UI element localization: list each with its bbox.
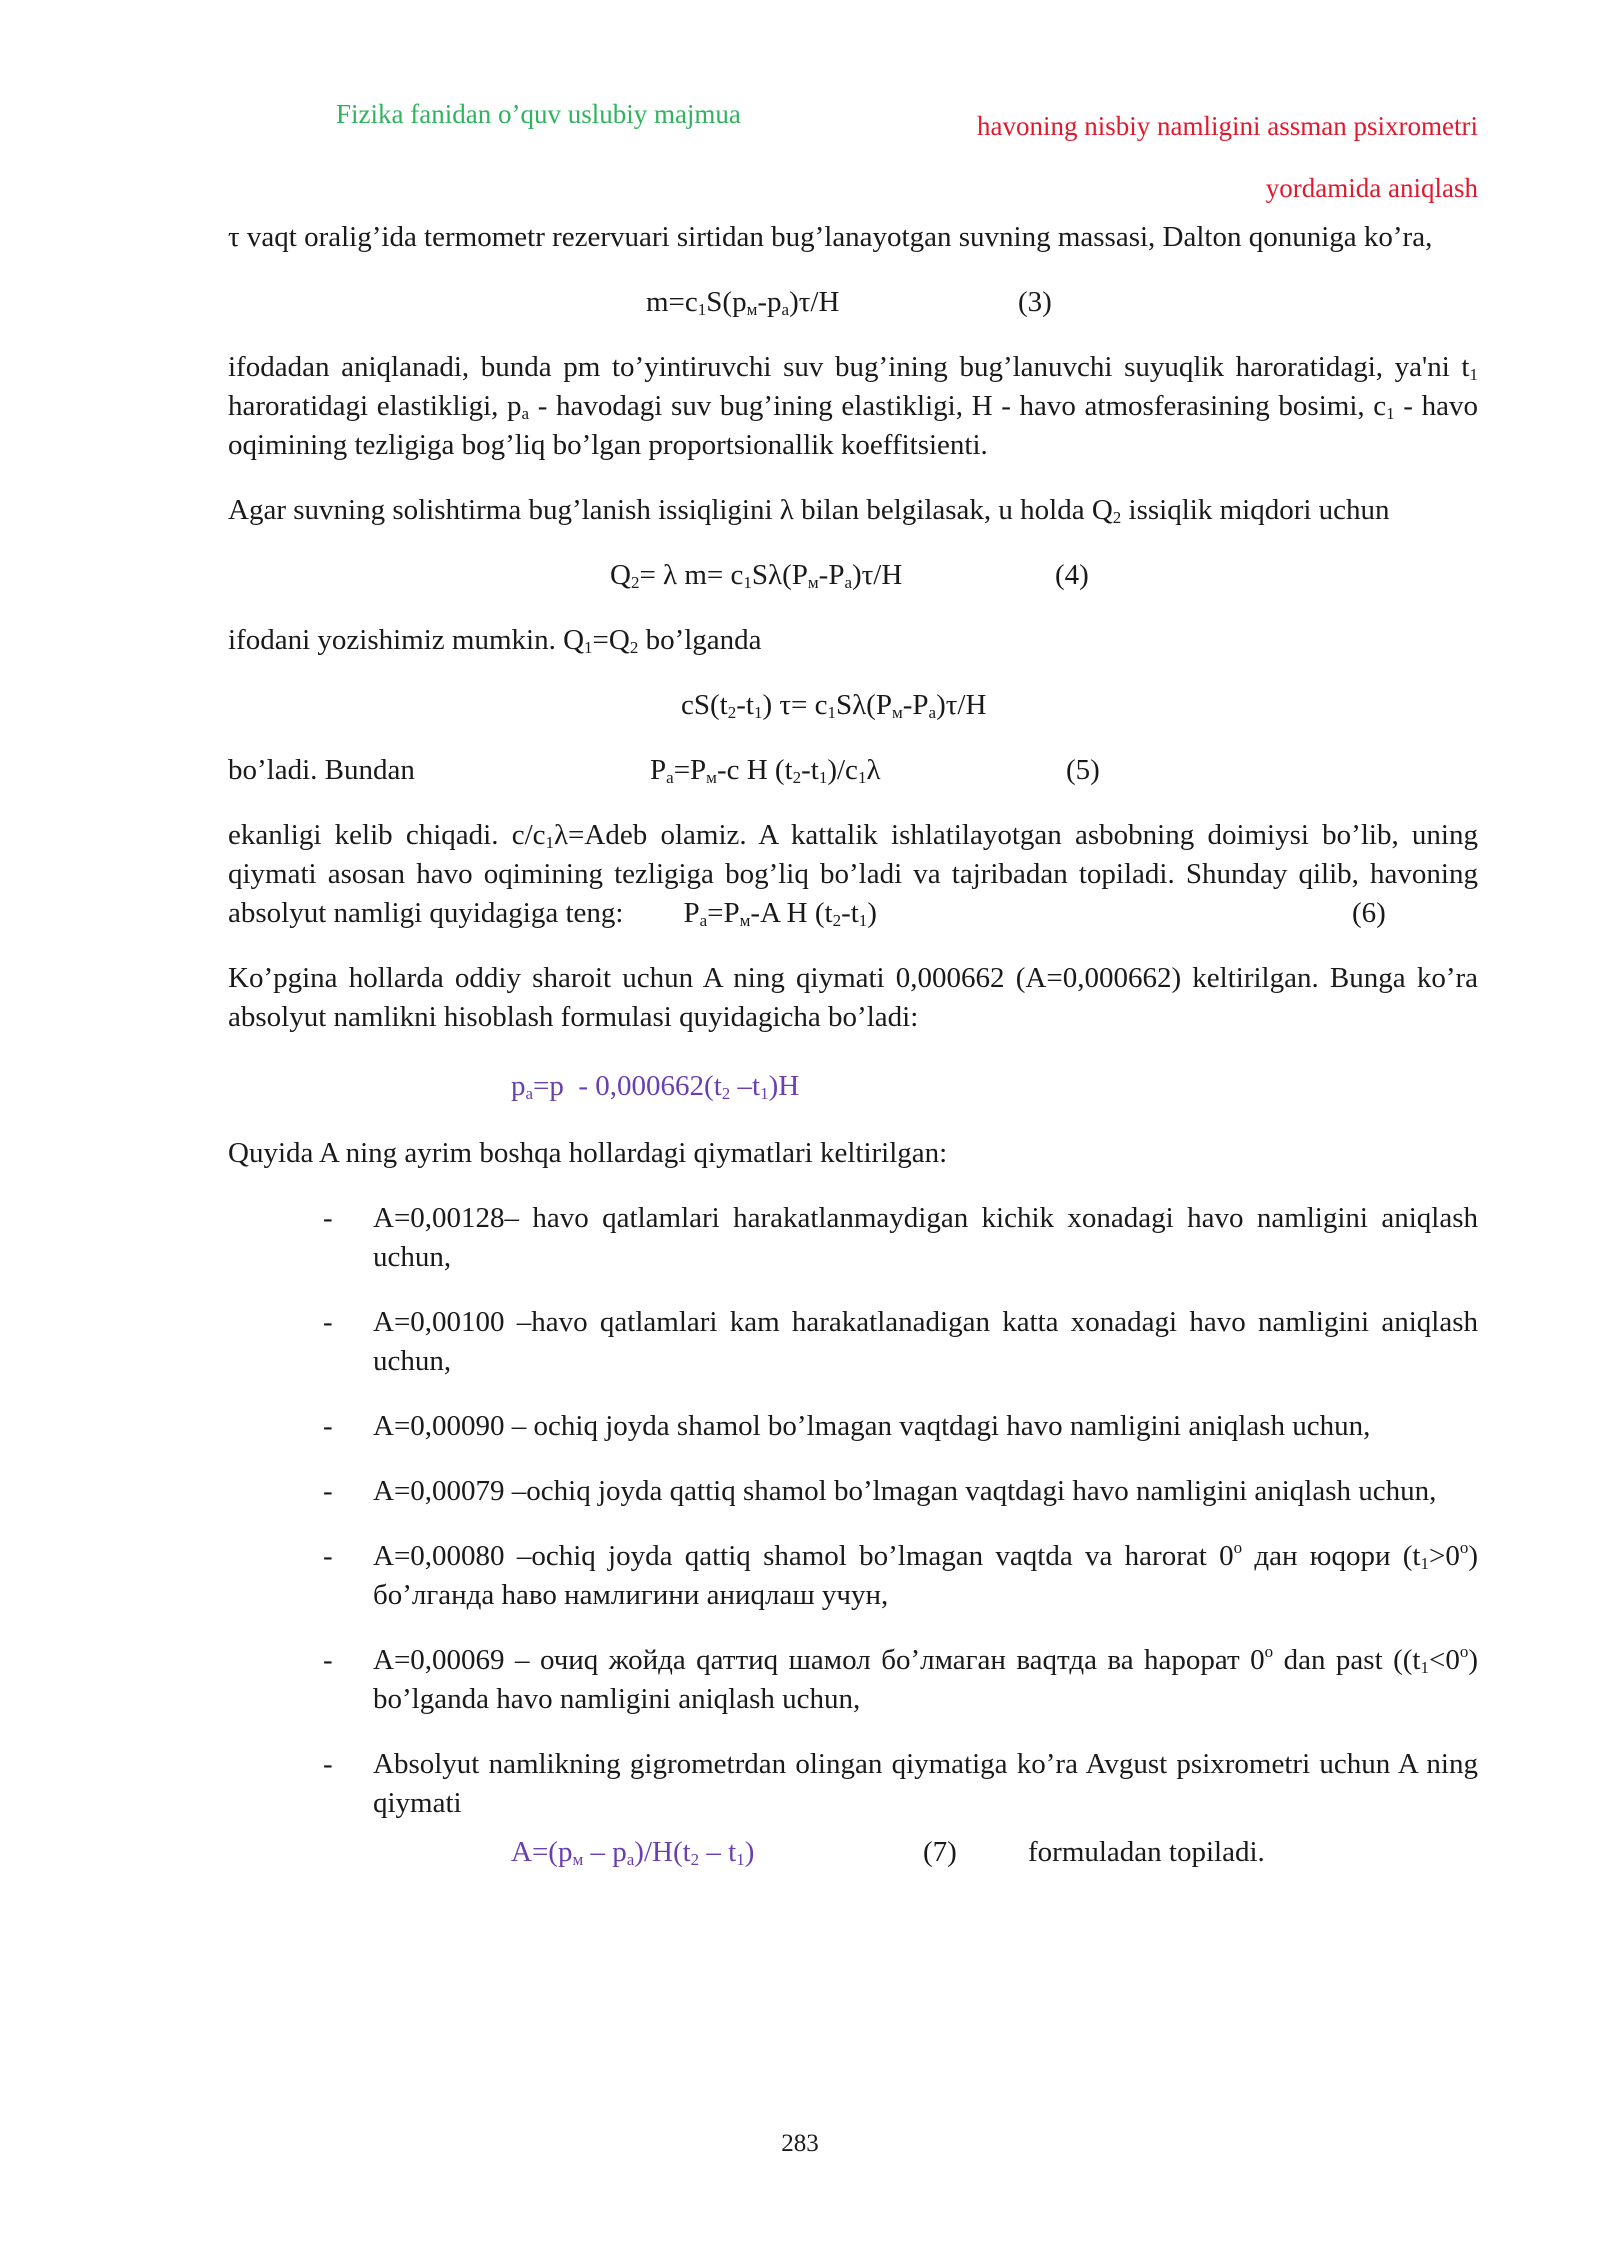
paragraph-8: Quyida A ning ayrim boshqa hollardagi qiymatlari keltirilgan: (228, 1137, 948, 1169)
equation-7-expression: $A=(p_м - p_а)/H(t_2 - t_1)$ (511, 1836, 755, 1869)
header-left-title: Fizika fanidan o’quv uslubiy majmua (336, 99, 741, 129)
page-number: 283 (781, 2130, 819, 2157)
paragraph-1: τ vaqt oralig’ida termometr rezervuari sirtidan bug’lanayotgan suvning massasi, Dalton qonuniga ko’ra, (228, 221, 1433, 253)
paragraph-5-lead: bo’ladi. Bundan (228, 754, 415, 786)
equation-5 (228, 751, 1478, 790)
list-item: - A=0,00079 –ochiq joyda qattiq shamol bo’lmagan vaqtdagi havo namligini aniqlash uchun, (323, 1475, 1437, 1507)
list-item: - A=0,00069 – очиq жойда qаттиq шамол бо’лмаган ваqтда ва hарорат 0$^o$ dan past ($(t_1<0^o)$ bo’lganda havo namligini aniqlash uchun, (323, 1642, 1478, 1715)
formula-absolute-humidity-expression: $p_а=p - 0,000662(t_2$ $-t_1)H$ (511, 1070, 800, 1103)
paragraph-3: Agar suvning solishtirma bug’lanish issiqligini λ bilan belgilasak, u holda $Q_2$ issiqlik miqdori uchun (228, 494, 1390, 527)
equation-6-number: (6) (1352, 897, 1386, 929)
list-item: - Absolyut namlikning gigrometrdan olingan qiymatiga ko’ra Avgust psixrometri uchun A ning qiymati (323, 1748, 1478, 1819)
paragraph-6: ekanligi kelib chiqadi. $c/c_1\lambda=Adeb$ olamiz. A kattalik ishlatilayotgan asbobning doimiysi bo’lib, uning qiymati asosan havo oqimining tezligiga bog’liq bo’ladi va tajribadan topiladi. Shunday qilib, havoning absolyut namligi quyidagiga teng: $P_а=P_м-A$ H $(t_2-t_1)$ (228, 819, 1478, 930)
paragraph-2: ifodadan aniqlanadi, bunda pm to’yintiruvchi suv bug’ining bug’lanuvchi suyuqlik haroratidagi, ya'ni $t_1$ haroratidagi elastikligi, $p_а$ - havodagi suv bug’ining elastikligi, H - havo atmosferasining bosimi, $c_1$ - havo oqimining tezligiga bog’liq bo’lgan proportsionallik koeffitsienti. (228, 351, 1478, 461)
list-item: - A=0,00128– havo qatlamlari harakatlanmaydigan kichik xonadagi havo namligini aniqlash uchun, (323, 1202, 1478, 1273)
list-item: - A=0,00100 –havo qatlamlari kam harakatlanadigan katta xonadagi havo namligini aniqlash uchun, (323, 1306, 1478, 1377)
header-right-line1: havoning nisbiy namligini assman psixrometri (977, 111, 1478, 141)
list-item: - A=0,00090 – ochiq joyda shamol bo’lmagan vaqtdagi havo namligini aniqlash uchun, (323, 1410, 1371, 1442)
header-right-line2: yordamida aniqlash (1265, 173, 1478, 203)
paragraph-7: Ko’pgina hollarda oddiy sharoit uchun A ning qiymati 0,000662 (A=0,000662) keltirilgan. Bunga ko’ra absolyut namlikni hisoblash formulasi quyidagicha bo’ladi: (228, 962, 1478, 1033)
paragraph-4: ifodani yozishimiz mumkin. $Q_1=Q_2$ bo’lganda (228, 624, 762, 657)
equation-4-expression: $Q_2= \lambda$ $m= c_1S\lambda(P_м-P_а)\tau/H$ (610, 559, 903, 592)
equation-7 (228, 1833, 1478, 1872)
page-body (228, 218, 1478, 1898)
equation-unnumbered (228, 686, 1478, 725)
equation-4 (228, 556, 1478, 595)
equation-3-expression: $m=c_1S(p_м-p_а)\tau/H$ (646, 286, 840, 319)
equation-3-number: (3) (1018, 286, 1052, 318)
equation-7-number: (7) (923, 1836, 957, 1868)
equation-5-expression: $P_а=P_м-c$ H $(t_2-t_1)/c_1\lambda$ (650, 754, 881, 787)
header-right-title (977, 95, 1478, 219)
paragraph-6-block (228, 816, 1478, 933)
equation-5-number: (5) (1066, 754, 1100, 786)
coefficient-list (228, 1199, 1478, 1823)
equation-3 (228, 283, 1478, 322)
list-item: - A=0,00080 –ochiq joyda qattiq shamol bo’lmagan vaqtda va harorat 0$^o$ дан юqори $(t_1>0^o)$ бо’лганда hаво намлигини аниqлаш учун, (323, 1538, 1479, 1611)
formula-absolute-humidity (228, 1067, 1478, 1106)
equation-balance-expression: $cS(t_2-t_1)$ $\tau= c_1S\lambda(P_м-P_а)\tau/H$ (681, 689, 987, 722)
equation-7-tail: formuladan topiladi. (1028, 1836, 1265, 1868)
equation-4-number: (4) (1055, 559, 1089, 591)
